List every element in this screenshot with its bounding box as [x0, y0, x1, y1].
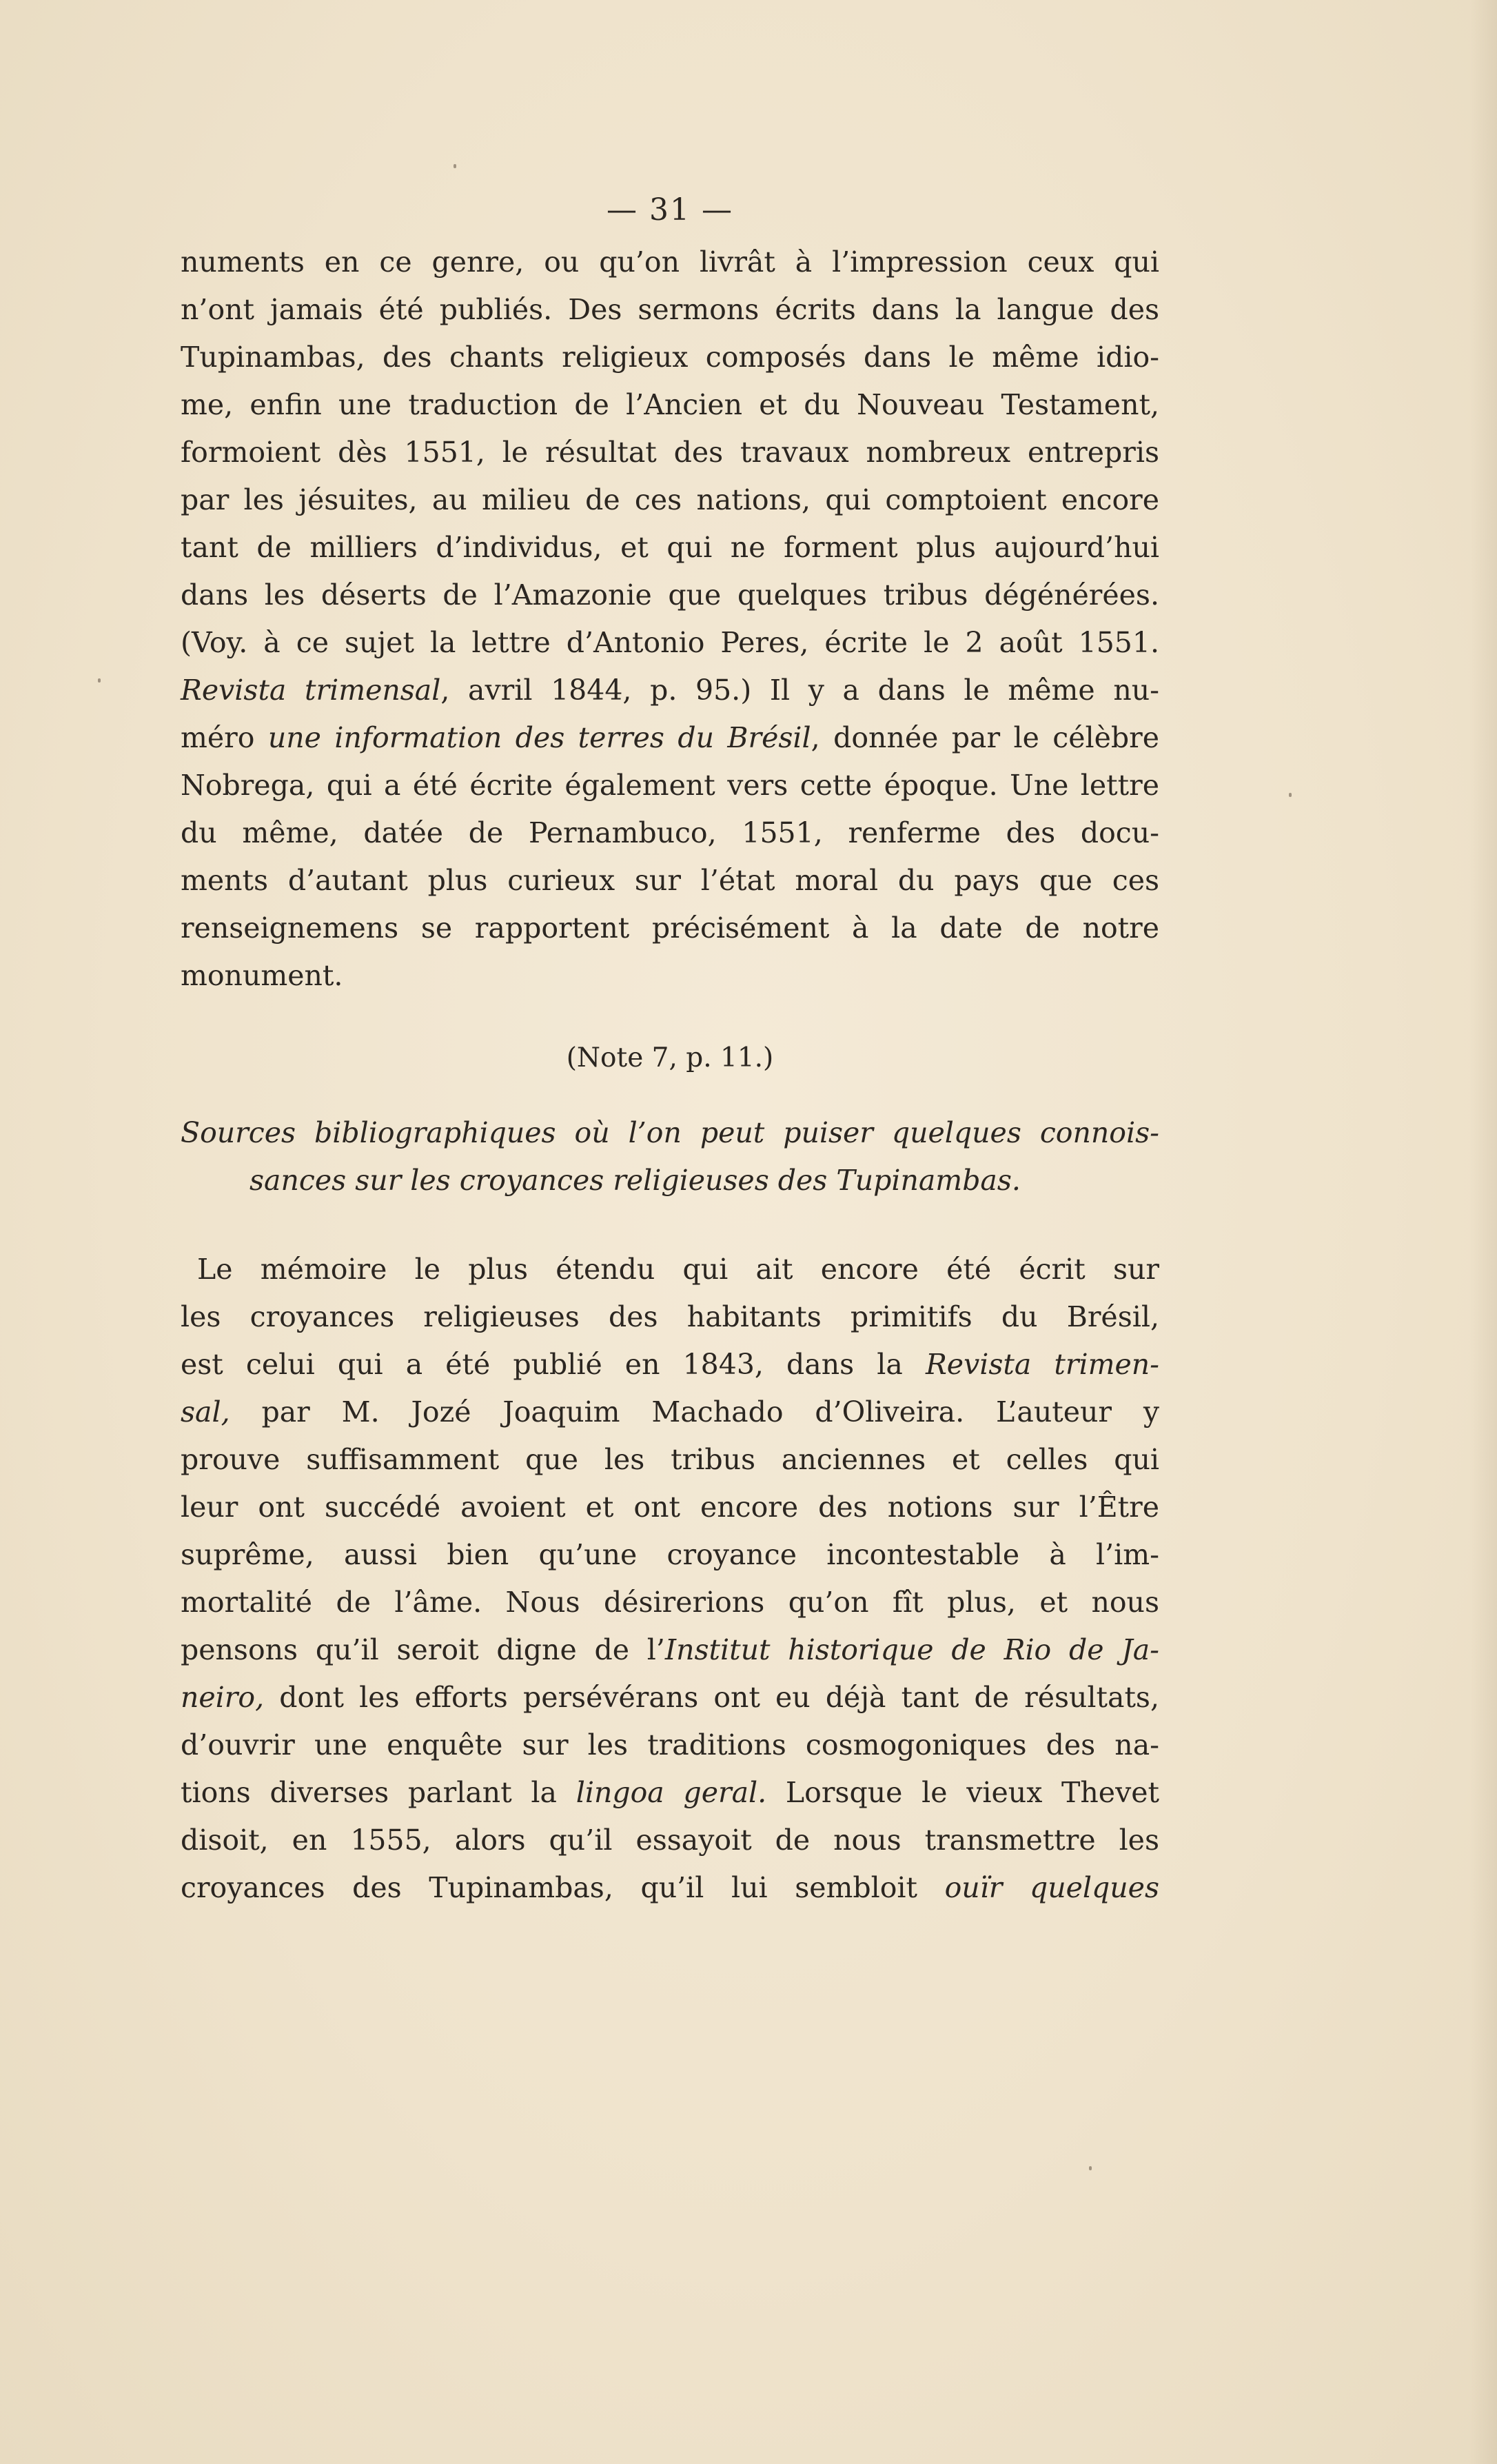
italic-title: Revista trimen- — [925, 1348, 1159, 1381]
text-line: formoient dès 1551, le résultat des travaux nombreux entrepris — [181, 436, 1159, 469]
section-heading — [181, 1109, 1159, 1204]
text-span: , avril 1844, p. 95.) Il y a dans le même nu- — [440, 674, 1159, 707]
italic-title: Institut historique de Rio de Ja- — [664, 1633, 1159, 1666]
text-line — [181, 1626, 1159, 1674]
text-line — [181, 667, 1159, 714]
paragraph-main — [181, 1246, 1159, 1912]
page-text — [181, 186, 1159, 1912]
text-line: dans les déserts de l’Amazonie que quelques tribus dégénérées. — [181, 578, 1159, 612]
text-span: dont les efforts persévérans ont eu déjà tant de résultats, — [264, 1681, 1159, 1714]
text-line: me, enfin une traduction de l’Ancien et du Nouveau Testament, — [181, 388, 1159, 421]
text-line: tant de milliers d’individus, et qui ne forment plus aujourd’hui — [181, 531, 1159, 564]
italic-title: sal, — [181, 1395, 230, 1428]
text-span: tions diverses parlant la — [181, 1776, 576, 1809]
text-line: numents en ce genre, ou qu’on livrât à l’impression ceux qui — [181, 245, 1159, 279]
paragraph-continuation — [181, 239, 1159, 1000]
text-line: n’ont jamais été publiés. Des sermons écrits dans la langue des — [181, 293, 1159, 326]
text-line: Nobrega, qui a été écrite également vers cette époque. Une lettre — [181, 769, 1159, 802]
heading-line: Sources bibliographiques où l’on peut puiser quelques connois- — [181, 1116, 1159, 1149]
text-line: ments d’autant plus curieux sur l’état moral du pays que ces — [181, 864, 1159, 897]
text-line: les croyances religieuses des habitants primitifs du Brésil, — [181, 1300, 1159, 1333]
text-line — [181, 714, 1159, 762]
text-line: monument. — [181, 959, 343, 992]
italic-title: ouïr quelques — [944, 1871, 1159, 1904]
text-line: leur ont succédé avoient et ont encore des notions sur l’Être — [181, 1491, 1159, 1524]
page-number: — 31 — — [607, 192, 733, 228]
spacer — [181, 1204, 1159, 1246]
text-line — [181, 1341, 1159, 1388]
italic-title: une information des terres du Brésil — [267, 721, 811, 754]
text-span: croyances des Tupinambas, qu’il lui sembloit — [181, 1871, 945, 1904]
text-line: Tupinambas, des chants religieux composés dans le même idio- — [181, 341, 1159, 374]
text-span: par M. Jozé Joaquim Machado d’Oliveira. L’auteur y — [230, 1395, 1159, 1428]
text-span: méro — [181, 721, 268, 754]
heading-line: sances sur les croyances religieuses des Tupinambas. — [250, 1164, 1021, 1197]
text-line — [181, 1388, 1159, 1436]
italic-title: lingoa geral. — [576, 1776, 767, 1809]
text-line: mortalité de l’âme. Nous désirerions qu’on fît plus, et nous — [181, 1586, 1159, 1619]
paper-speck — [98, 678, 101, 683]
text-span: est celui qui a été publié en 1843, dans la — [181, 1348, 926, 1381]
paper-speck — [1289, 793, 1292, 797]
text-line: d’ouvrir une enquête sur les traditions cosmogoniques des na- — [181, 1728, 1159, 1761]
paper-speck — [454, 164, 456, 168]
paper-speck — [1089, 2166, 1092, 2170]
text-line — [181, 1769, 1159, 1817]
italic-title: Revista trimensal — [181, 674, 441, 707]
text-span: pensons qu’il seroit digne de l’ — [181, 1633, 665, 1666]
text-line — [181, 1864, 1159, 1912]
text-line: prouve suffisamment que les tribus anciennes et celles qui — [181, 1443, 1159, 1476]
text-line: du même, datée de Pernambuco, 1551, renferme des docu- — [181, 816, 1159, 849]
note-reference: (Note 7, p. 11.) — [566, 1042, 774, 1073]
text-span: Lorsque le vieux Thevet — [766, 1776, 1159, 1809]
text-line: disoit, en 1555, alors qu’il essayoit de nous transmettre les — [181, 1824, 1159, 1857]
text-line: Le mémoire le plus étendu qui ait encore été écrit sur — [197, 1253, 1159, 1286]
text-span: , donnée par le célèbre — [811, 721, 1159, 754]
page-edge-shadow — [1469, 0, 1497, 2464]
text-line: suprême, aussi bien qu’une croyance incontestable à l’im- — [181, 1538, 1159, 1571]
text-line: par les jésuites, au milieu de ces nations, qui comptoient encore — [181, 483, 1159, 516]
italic-title: neiro, — [181, 1681, 265, 1714]
text-line: (Voy. à ce sujet la lettre d’Antonio Peres, écrite le 2 août 1551. — [181, 626, 1159, 659]
text-line — [181, 1674, 1159, 1721]
text-line: renseignemens se rapportent précisément à la date de notre — [181, 911, 1159, 945]
